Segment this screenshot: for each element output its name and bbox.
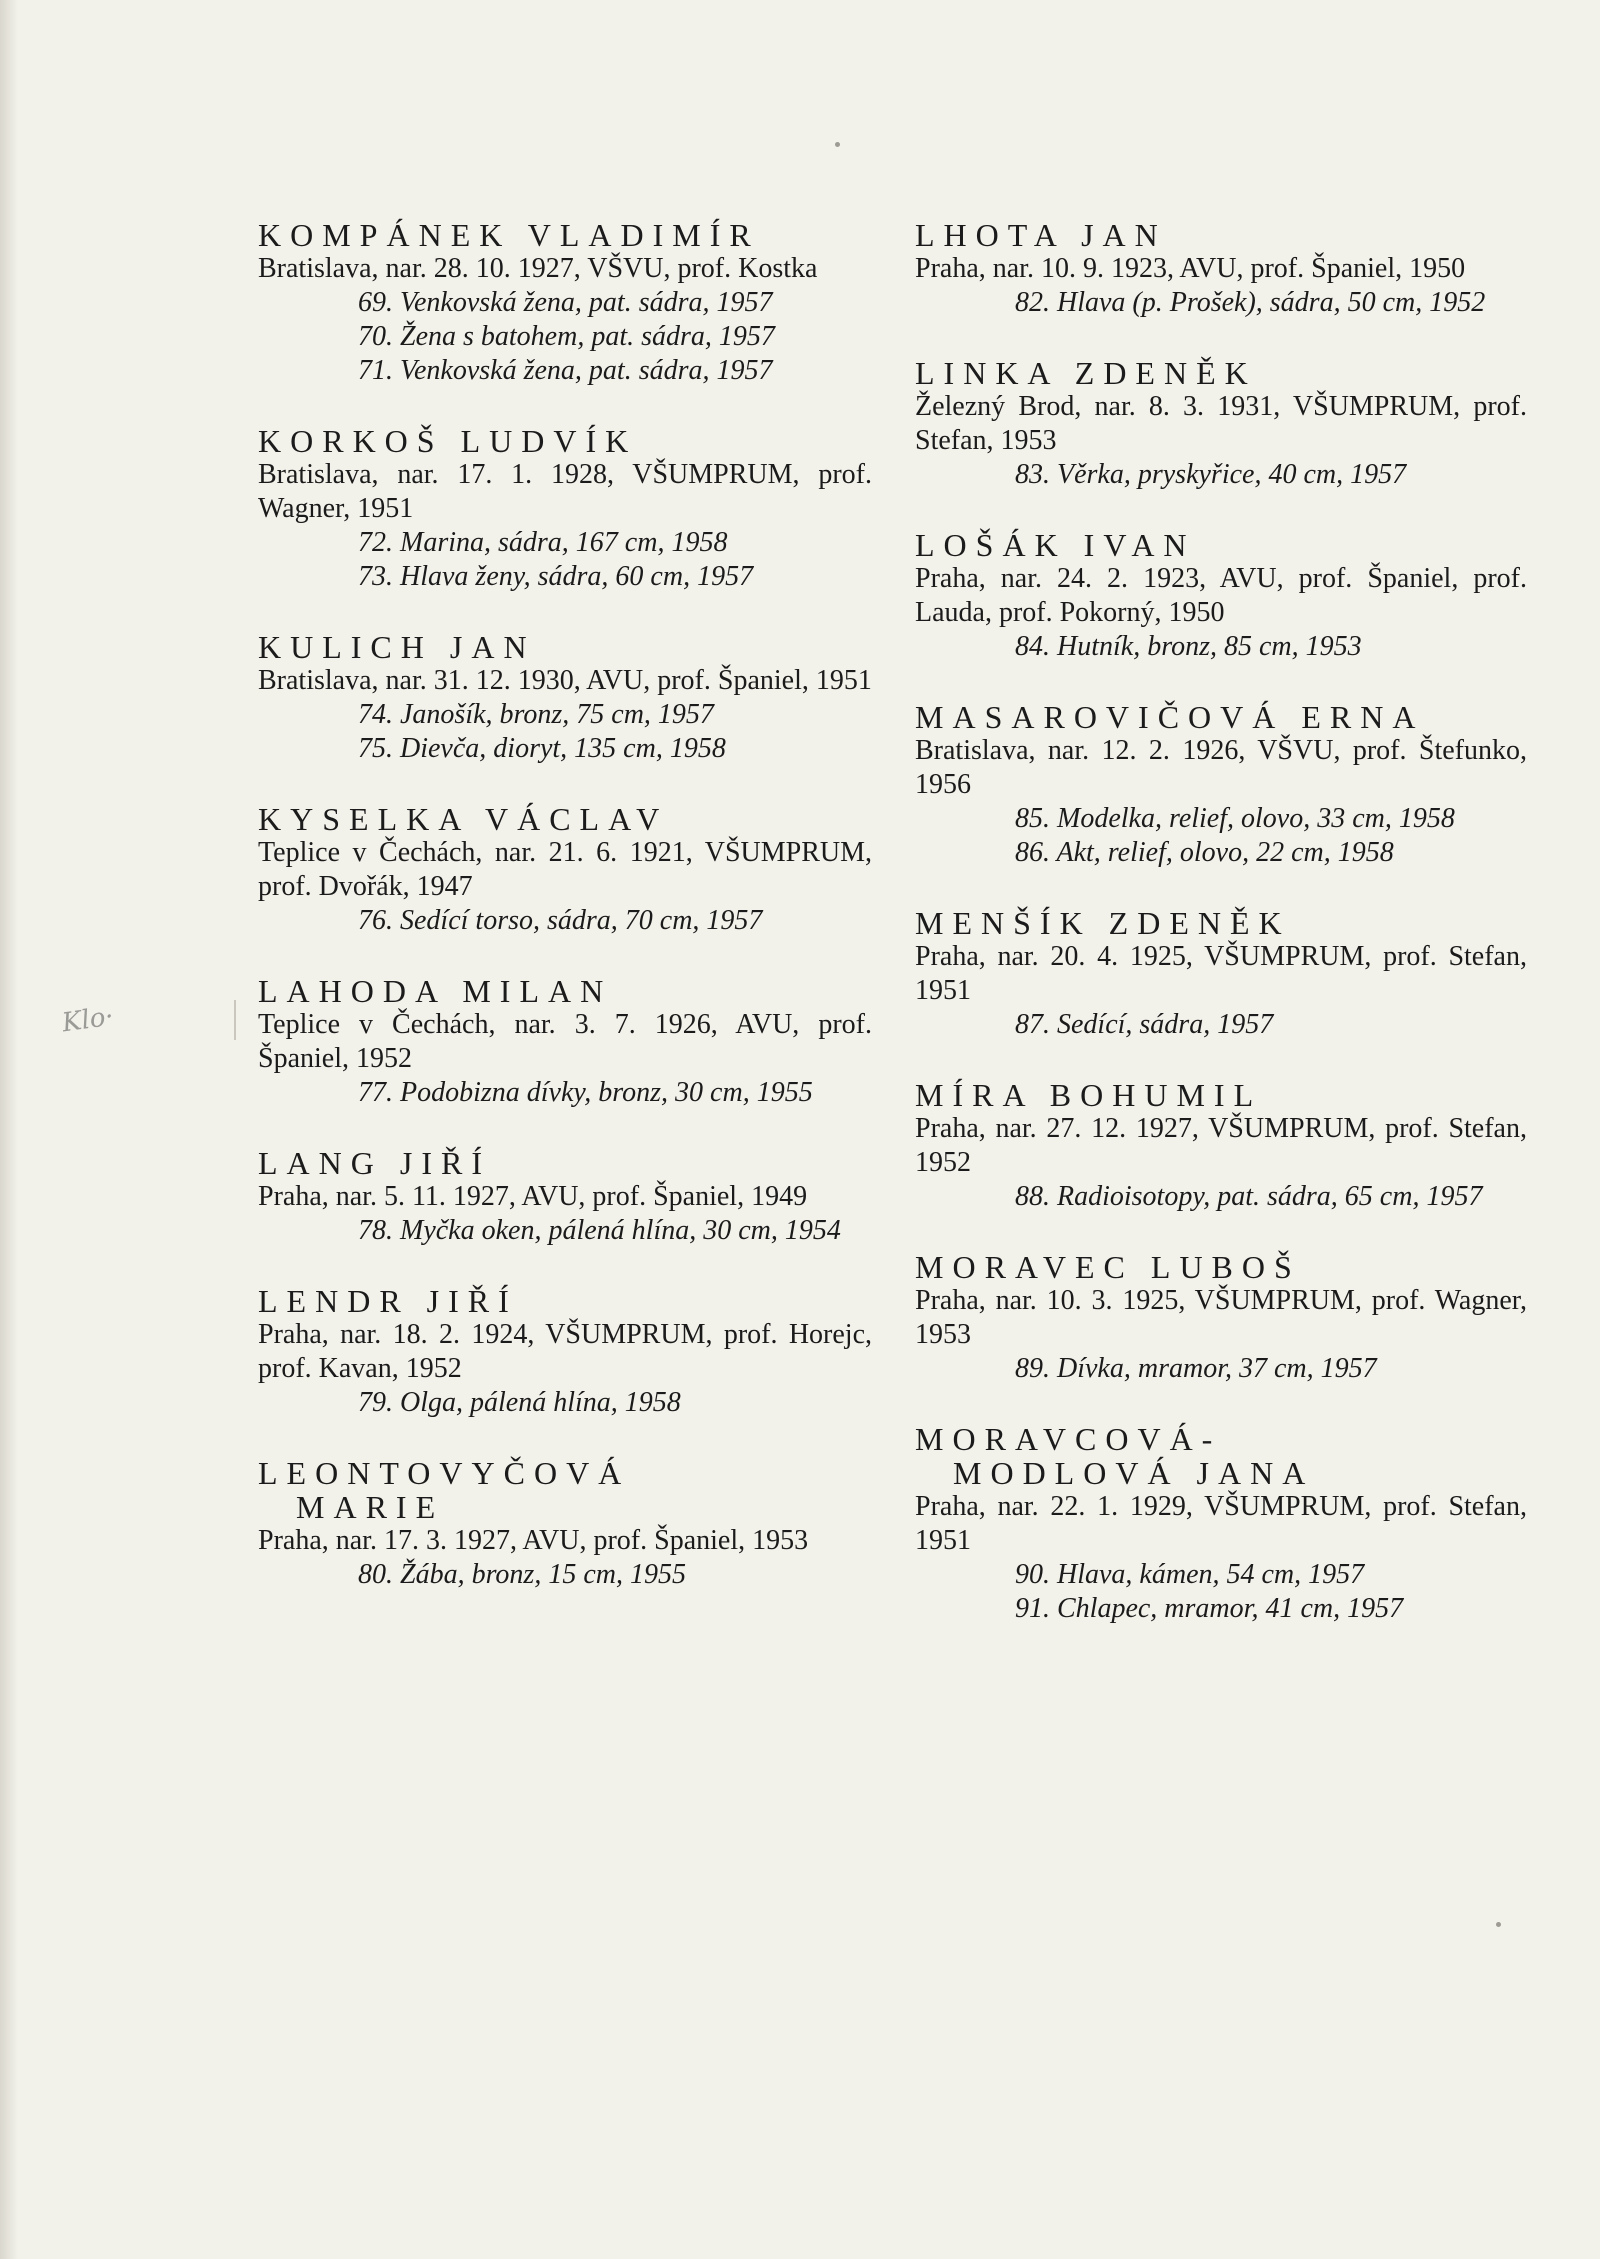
work-item: 77. Podobizna dívky, bronz, 30 cm, 1955 <box>358 1077 813 1108</box>
artist-entry <box>258 424 872 594</box>
work-item: 76. Sedící torso, sádra, 70 cm, 1957 <box>358 905 763 936</box>
work-item: 86. Akt, relief, olovo, 22 cm, 1958 <box>1015 837 1394 868</box>
artist-bio: Praha, nar. 18. 2. 1924, VŠUMPRUM, prof. Horejc, prof. Kavan, 1952 <box>258 1319 872 1384</box>
artist-entry <box>258 630 872 766</box>
artist-name <box>258 218 872 252</box>
artist-name-line: LOŠÁK IVAN <box>915 527 1196 563</box>
work-item: 73. Hlava ženy, sádra, 60 cm, 1957 <box>358 561 754 592</box>
work-item: 87. Sedící, sádra, 1957 <box>1015 1009 1274 1040</box>
artist-bio: Praha, nar. 20. 4. 1925, VŠUMPRUM, prof. Stefan, 1951 <box>915 941 1527 1006</box>
artist-entry <box>915 356 1527 492</box>
pencil-annotation: Klo· <box>60 1001 116 1039</box>
works-list <box>258 1386 872 1420</box>
artist-entry <box>915 218 1527 320</box>
works-list <box>915 630 1527 664</box>
artist-entry <box>258 1146 872 1248</box>
artist-name <box>915 1078 1527 1112</box>
works-list <box>258 1076 872 1110</box>
artist-entry <box>258 1284 872 1420</box>
works-list <box>915 1558 1527 1626</box>
artist-entry <box>915 1078 1527 1214</box>
artist-entry <box>915 1422 1527 1626</box>
artist-name-line: LANG JIŘÍ <box>258 1145 491 1181</box>
work-item: 71. Venkovská žena, pat. sádra, 1957 <box>358 355 773 386</box>
work-item: 90. Hlava, kámen, 54 cm, 1957 <box>1015 1559 1365 1590</box>
artist-name-line: MENŠÍK ZDENĚK <box>915 905 1291 941</box>
paper-speck <box>1496 1922 1501 1927</box>
works-list <box>915 1008 1527 1042</box>
artist-name-line: KORKOŠ LUDVÍK <box>258 423 638 459</box>
works-list <box>258 698 872 766</box>
works-list <box>258 1214 872 1248</box>
artist-name <box>915 700 1527 734</box>
artist-entry <box>258 974 872 1110</box>
work-item: 91. Chlapec, mramor, 41 cm, 1957 <box>1015 1593 1404 1624</box>
work-item: 72. Marina, sádra, 167 cm, 1958 <box>358 527 728 558</box>
artist-bio: Praha, nar. 24. 2. 1923, AVU, prof. Španiel, prof. Lauda, prof. Pokorný, 1950 <box>915 563 1527 628</box>
artist-name-line: LENDR JIŘÍ <box>258 1283 518 1319</box>
artist-name-line: LEONTOVYČOVÁ <box>258 1455 631 1491</box>
artist-bio: Praha, nar. 22. 1. 1929, VŠUMPRUM, prof. Stefan, 1951 <box>915 1491 1527 1556</box>
artist-entry <box>915 528 1527 664</box>
work-item: 70. Žena s batohem, pat. sádra, 1957 <box>358 321 775 352</box>
works-list <box>915 1180 1527 1214</box>
work-item: 79. Olga, pálená hlína, 1958 <box>358 1387 681 1418</box>
artist-name-line: KYSELKA VÁCLAV <box>258 801 669 837</box>
work-item: 78. Myčka oken, pálená hlína, 30 cm, 1954 <box>358 1215 841 1246</box>
work-item: 83. Věrka, pryskyřice, 40 cm, 1957 <box>1015 459 1407 490</box>
artist-bio: Bratislava, nar. 28. 10. 1927, VŠVU, prof. Kostka <box>258 253 818 284</box>
artist-name-line: MASAROVIČOVÁ ERNA <box>915 699 1425 735</box>
artist-name-line: KOMPÁNEK VLADIMÍR <box>258 217 760 253</box>
artist-name-line: MARIE <box>296 1489 445 1525</box>
artist-name-line: MORAVEC LUBOŠ <box>915 1249 1301 1285</box>
work-item: 69. Venkovská žena, pat. sádra, 1957 <box>358 287 773 318</box>
artist-name-line: MORAVCOVÁ- <box>915 1421 1222 1457</box>
artist-bio: Praha, nar. 17. 3. 1927, AVU, prof. Španiel, 1953 <box>258 1525 809 1556</box>
artist-name <box>258 424 872 458</box>
works-list <box>915 286 1527 320</box>
work-item: 89. Dívka, mramor, 37 cm, 1957 <box>1015 1353 1377 1384</box>
artist-name <box>915 906 1527 940</box>
artist-name <box>258 1284 872 1318</box>
artist-entry <box>258 218 872 388</box>
work-item: 84. Hutník, bronz, 85 cm, 1953 <box>1015 631 1362 662</box>
works-list <box>258 1558 872 1592</box>
artist-name <box>915 1422 1527 1490</box>
work-item: 88. Radioisotopy, pat. sádra, 65 cm, 1957 <box>1015 1181 1483 1212</box>
artist-name <box>915 218 1527 252</box>
works-list <box>915 458 1527 492</box>
artist-bio: Železný Brod, nar. 8. 3. 1931, VŠUMPRUM, prof. Stefan, 1953 <box>915 391 1527 456</box>
artist-name <box>258 802 872 836</box>
artist-name <box>258 1146 872 1180</box>
artist-name-line: LAHODA MILAN <box>258 973 613 1009</box>
artist-name <box>915 356 1527 390</box>
artist-name <box>258 974 872 1008</box>
artist-name <box>258 630 872 664</box>
margin-bracket-mark <box>234 1000 240 1040</box>
artist-entry <box>915 700 1527 870</box>
artist-bio: Bratislava, nar. 31. 12. 1930, AVU, prof. Španiel, 1951 <box>258 665 872 696</box>
works-list <box>258 286 872 388</box>
artist-entry <box>258 1456 872 1592</box>
artist-entry <box>258 802 872 938</box>
artist-bio: Teplice v Čechách, nar. 21. 6. 1921, VŠUMPRUM, prof. Dvořák, 1947 <box>258 837 872 902</box>
artist-bio: Praha, nar. 27. 12. 1927, VŠUMPRUM, prof. Stefan, 1952 <box>915 1113 1527 1178</box>
artist-entry <box>915 1250 1527 1386</box>
work-item: 85. Modelka, relief, olovo, 33 cm, 1958 <box>1015 803 1455 834</box>
paper-speck <box>835 142 840 147</box>
artist-name-line: KULICH JAN <box>258 629 536 665</box>
artist-bio: Praha, nar. 10. 3. 1925, VŠUMPRUM, prof. Wagner, 1953 <box>915 1285 1527 1350</box>
works-list <box>915 802 1527 870</box>
artist-bio: Bratislava, nar. 17. 1. 1928, VŠUMPRUM, prof. Wagner, 1951 <box>258 459 872 524</box>
page-edge-shadow <box>0 0 18 2259</box>
work-item: 82. Hlava (p. Prošek), sádra, 50 cm, 1952 <box>1015 287 1486 318</box>
artist-entry <box>915 906 1527 1042</box>
artist-name-line: MODLOVÁ JANA <box>953 1455 1315 1491</box>
works-list <box>258 904 872 938</box>
right-column <box>915 218 1527 1662</box>
artist-name <box>915 1250 1527 1284</box>
artist-bio: Praha, nar. 10. 9. 1923, AVU, prof. Španiel, 1950 <box>915 253 1466 284</box>
work-item: 74. Janošík, bronz, 75 cm, 1957 <box>358 699 714 730</box>
artist-name-line: MÍRA BOHUMIL <box>915 1077 1263 1113</box>
artist-bio: Bratislava, nar. 12. 2. 1926, VŠVU, prof. Štefunko, 1956 <box>915 735 1527 800</box>
artist-name <box>915 528 1527 562</box>
work-item: 80. Žába, bronz, 15 cm, 1955 <box>358 1559 686 1590</box>
artist-bio: Praha, nar. 5. 11. 1927, AVU, prof. Španiel, 1949 <box>258 1181 808 1212</box>
artist-name <box>258 1456 872 1524</box>
works-list <box>258 526 872 594</box>
works-list <box>915 1352 1527 1386</box>
artist-bio: Teplice v Čechách, nar. 3. 7. 1926, AVU, prof. Španiel, 1952 <box>258 1009 872 1074</box>
artist-name-line: LINKA ZDENĚK <box>915 355 1257 391</box>
artist-name-line: LHOTA JAN <box>915 217 1167 253</box>
left-column <box>258 218 872 1628</box>
work-item: 75. Dievča, dioryt, 135 cm, 1958 <box>358 733 726 764</box>
